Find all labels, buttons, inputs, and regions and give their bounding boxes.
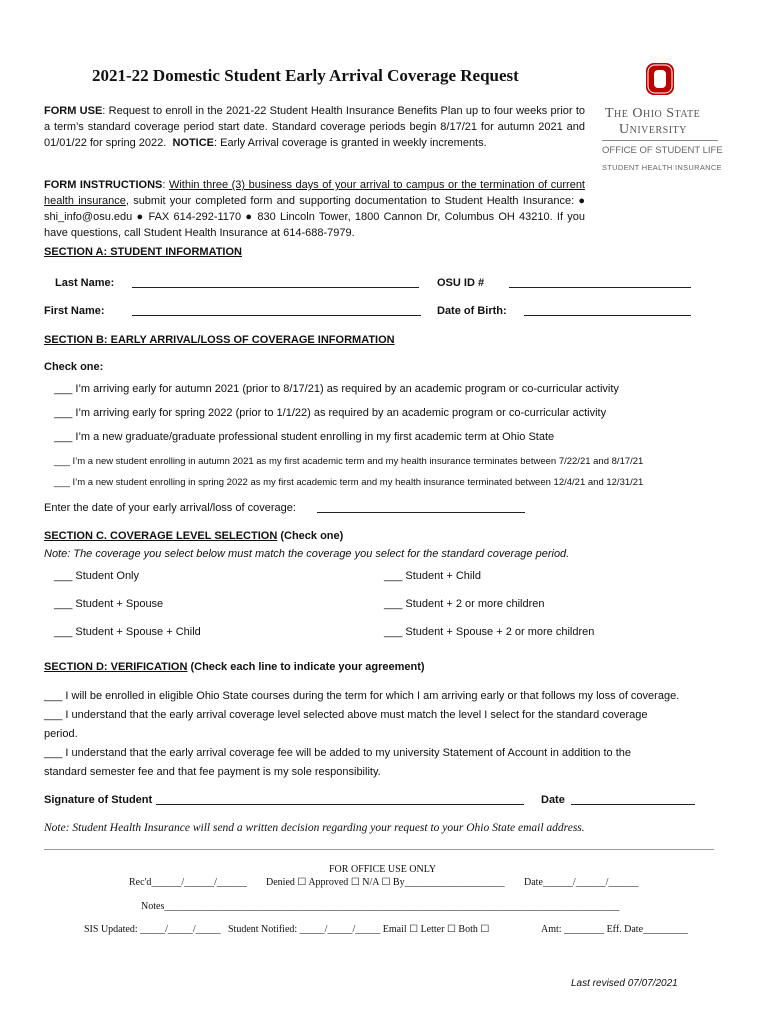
- office-date: Date______/______/______: [524, 877, 639, 888]
- arrival-option-2[interactable]: ___ I’m arriving early for spring 2022 (prior to 1/1/22) as required by an academic program or co-curricular activity: [54, 407, 607, 419]
- section-c-heading-suffix: (Check one): [277, 530, 344, 542]
- office-use-heading: FOR OFFICE USE ONLY: [329, 864, 437, 875]
- office-notes: Notes___________________________________________________________________________________________: [141, 901, 620, 912]
- footer-note: Note: Student Health Insurance will send a written decision regarding your request to your Ohio State email address.: [44, 822, 585, 834]
- osu-id-label: OSU ID #: [437, 277, 485, 289]
- page-title: 2021-22 Domestic Student Early Arrival Coverage Request: [92, 66, 519, 85]
- section-c-heading-row: [44, 530, 343, 543]
- notice-text: : Early Arrival coverage is granted in weekly increments.: [214, 137, 487, 149]
- last-name-label: Last Name:: [55, 277, 115, 289]
- verification-line-1[interactable]: ___ I will be enrolled in eligible Ohio State courses during the term for which I am arriving early or that follows my loss of coverage.: [44, 690, 680, 702]
- form-instructions-paragraph: [44, 177, 585, 241]
- signature-label: Signature of Student: [44, 794, 153, 806]
- last-name-field[interactable]: [132, 277, 419, 288]
- na-checkbox-icon[interactable]: ☐: [381, 877, 391, 888]
- verification-line-3[interactable]: ___ I understand that the early arrival coverage fee will be added to my university Statement of Account in addition to the: [44, 747, 632, 759]
- section-a-heading: SECTION A: STUDENT INFORMATION: [44, 246, 242, 258]
- letter-checkbox-icon[interactable]: ☐: [446, 924, 456, 935]
- first-name-label: First Name:: [44, 305, 105, 317]
- email-label: Email: [382, 924, 407, 935]
- department-name: STUDENT HEALTH INSURANCE: [602, 163, 722, 172]
- section-d-heading-row: [44, 661, 425, 674]
- university-line2: University: [619, 122, 687, 137]
- form-instructions-label: FORM INSTRUCTIONS: [44, 179, 163, 191]
- verification-line-3-cont: standard semester fee and that fee payment is my sole responsibility.: [44, 766, 381, 778]
- arrival-option-5[interactable]: ___ I’m a new student enrolling in spring 2022 as my first academic term and my health insurance terminated between 12/4/21 and 12/31/21: [54, 477, 644, 488]
- verification-line-2[interactable]: ___ I understand that the early arrival coverage level selected above must match the level I select for the standard coverage: [44, 709, 648, 721]
- logo-divider: [602, 140, 718, 141]
- coverage-student-child[interactable]: ___ Student + Child: [384, 570, 481, 582]
- amount-field: Amt: ________: [541, 924, 605, 935]
- form-use-paragraph: [44, 103, 585, 151]
- notice-label: NOTICE: [172, 137, 214, 149]
- osu-id-field[interactable]: [509, 277, 691, 288]
- coverage-student-spouse[interactable]: ___ Student + Spouse: [54, 598, 164, 610]
- check-one-label: Check one:: [44, 361, 104, 373]
- signature-field[interactable]: [156, 794, 524, 805]
- office-notify-row: [228, 923, 489, 936]
- office-recd: Rec'd______/______/______: [129, 877, 247, 888]
- section-b-heading: SECTION B: EARLY ARRIVAL/LOSS OF COVERAGE INFORMATION: [44, 334, 395, 346]
- section-d-heading: SECTION D: VERIFICATION: [44, 661, 188, 673]
- signature-date-field[interactable]: [571, 794, 695, 805]
- section-c-heading: SECTION C. COVERAGE LEVEL SELECTION: [44, 530, 278, 542]
- form-instructions-deadline: Within three (3) business days of your arrival to campus or the termination of current health insurance: [44, 179, 585, 207]
- office-sis-updated: SIS Updated: _____/_____/_____: [84, 924, 221, 935]
- arrival-date-field[interactable]: [317, 502, 525, 513]
- student-notified: Student Notified: _____/_____/_____: [228, 924, 381, 935]
- last-revised: Last revised 07/07/2021: [571, 978, 678, 989]
- both-checkbox-icon[interactable]: ☐: [480, 924, 490, 935]
- form-use-text: : Request to enroll in the 2021-22 Student Health Insurance Benefits Plan up to four weeks prior to a term’s standard coverage period start date. Standard coverage periods begin 8/17/21 for autumn 2021 and 01/01/22 for spring 2022.: [44, 105, 585, 149]
- coverage-family[interactable]: ___ Student + Spouse + 2 or more children: [384, 626, 595, 638]
- dob-field[interactable]: [524, 305, 691, 316]
- effective-date-field: Eff. Date_________: [606, 924, 689, 935]
- denied-label: Denied: [266, 877, 295, 888]
- form-instructions-colon: :: [162, 179, 169, 191]
- approved-label: Approved: [308, 877, 349, 888]
- arrival-option-4[interactable]: ___ I’m a new student enrolling in autumn 2021 as my first academic term and my health insurance terminates between 7/22/21 and 8/17/21: [54, 456, 644, 467]
- university-line1: The Ohio State: [605, 106, 701, 121]
- form-instructions-text: , submit your completed form and supporting documentation to Student Health Insurance: ● shi_info@osu.edu ● FAX 614-292-1170 ● 830 Lincoln Tower, 1800 Cannon Dr, Columbus OH 43210. If you have questions, call Student Health Insurance at 614-688-7979.: [44, 195, 585, 239]
- form-use-label: FORM USE: [44, 105, 103, 117]
- coverage-student-only[interactable]: ___ Student Only: [54, 570, 140, 582]
- arrival-date-prompt: Enter the date of your early arrival/loss of coverage:: [44, 502, 296, 514]
- denied-checkbox-icon[interactable]: ☐: [297, 877, 307, 888]
- section-d-heading-suffix: (Check each line to indicate your agreement): [187, 661, 425, 673]
- approved-checkbox-icon[interactable]: ☐: [350, 877, 360, 888]
- dob-label: Date of Birth:: [437, 305, 507, 317]
- office-status-row: [266, 876, 505, 889]
- na-label: N/A: [362, 877, 379, 888]
- first-name-field[interactable]: [132, 305, 421, 316]
- email-checkbox-icon[interactable]: ☐: [409, 924, 419, 935]
- coverage-student-2-children[interactable]: ___ Student + 2 or more children: [384, 598, 545, 610]
- coverage-student-spouse-child[interactable]: ___ Student + Spouse + Child: [54, 626, 201, 638]
- section-c-note: Note: The coverage you select below must match the coverage you select for the standard coverage period.: [44, 548, 570, 560]
- office-name: OFFICE OF STUDENT LIFE: [602, 145, 723, 156]
- verification-line-2-cont: period.: [44, 728, 78, 740]
- both-label: Both: [458, 924, 478, 935]
- university-name: [605, 106, 700, 138]
- arrival-option-3[interactable]: ___ I’m a new graduate/graduate professional student enrolling in my first academic term at Ohio State: [54, 431, 555, 443]
- signature-date-label: Date: [541, 794, 565, 806]
- letter-label: Letter: [420, 924, 445, 935]
- by-field: By____________________: [392, 877, 505, 888]
- office-amt-row: [541, 923, 688, 936]
- block-o-icon: [645, 62, 675, 101]
- office-divider: [44, 849, 714, 850]
- arrival-option-1[interactable]: ___ I’m arriving early for autumn 2021 (prior to 8/17/21) as required by an academic program or co-curricular activity: [54, 383, 619, 395]
